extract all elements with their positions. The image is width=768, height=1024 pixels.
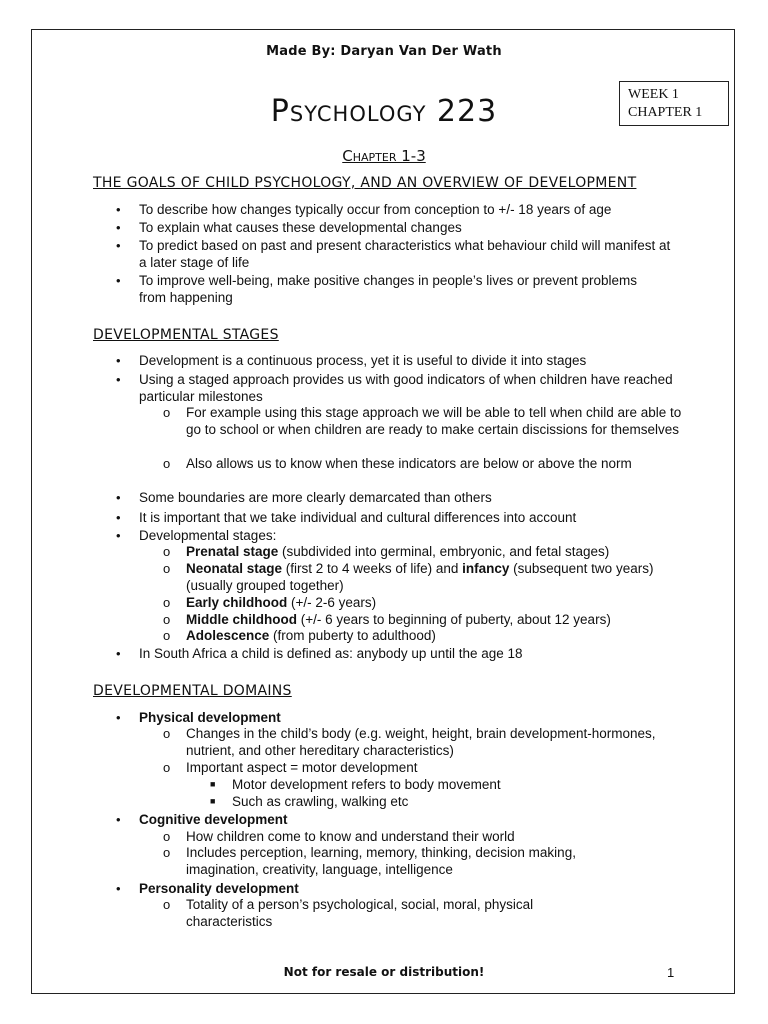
sub-list-item: o For example using this stage approach we will be able to tell when child are able to go to school or when children are ready to make certain discissions for themselves [163, 405, 682, 437]
bullet-icon: • [116, 353, 121, 368]
bullet-icon: • [116, 881, 121, 896]
circle-bullet-icon: o [163, 897, 171, 912]
bullet-icon: • [116, 238, 121, 253]
bullet-icon: • [116, 220, 121, 235]
author-credit: Made By: Daryan Van Der Wath [266, 44, 502, 59]
sub-list-item: o Includes perception, learning, memory, thinking, decision making, imagination, creativity, language, intelligence [163, 845, 576, 877]
page-title: Psychology 223 [270, 94, 498, 129]
sub-list-item: o Important aspect = motor development [163, 760, 418, 775]
list-item: • It is important that we take individual and cultural differences into account [116, 510, 577, 525]
circle-bullet-icon: o [163, 726, 171, 741]
chapter-label: CHAPTER 1 [628, 105, 703, 120]
bullet-icon: • [116, 510, 121, 525]
sub-list-item: o Neonatal stage (first 2 to 4 weeks of life) and infancy (subsequent two years) (usually grouped together) [163, 561, 654, 593]
list-item: • To explain what causes these developmental changes [116, 220, 462, 235]
list-item: • Physical development [116, 710, 281, 725]
sub-sub-list-item: ■ Motor development refers to body movement [210, 777, 501, 792]
circle-bullet-icon: o [163, 845, 171, 860]
circle-bullet-icon: o [163, 561, 171, 576]
bullet-icon: • [116, 646, 121, 661]
sub-list-item: o Adolescence (from puberty to adulthood) [163, 628, 436, 643]
list-item: • To improve well-being, make positive changes in people’s lives or prevent problems from happening [116, 273, 638, 305]
circle-bullet-icon: o [163, 595, 171, 610]
list-item: • Some boundaries are more clearly demarcated than others [116, 490, 492, 505]
square-bullet-icon: ■ [210, 796, 216, 806]
circle-bullet-icon: o [163, 829, 171, 844]
sub-list-item: o Early childhood (+/- 2-6 years) [163, 595, 377, 610]
chapter-subtitle: Chapter 1-3 [342, 147, 426, 165]
list-item: • Development is a continuous process, yet it is useful to divide it into stages [116, 353, 587, 368]
square-bullet-icon: ■ [210, 779, 216, 789]
sub-list-item: o Prenatal stage (subdivided into germinal, embryonic, and fetal stages) [163, 544, 610, 559]
sub-sub-list-item: ■ Such as crawling, walking etc [210, 794, 409, 809]
sub-list-item: o Totality of a person’s psychological, social, moral, physical characteristics [163, 897, 534, 929]
list-item: • Cognitive development [116, 812, 288, 827]
section-heading-stages: DEVELOPMENTAL STAGES [93, 327, 279, 343]
bullet-icon: • [116, 528, 121, 543]
circle-bullet-icon: o [163, 760, 171, 775]
list-item: • In South Africa a child is defined as: anybody up until the age 18 [116, 646, 523, 661]
page-number: 1 [667, 965, 675, 980]
sub-list-item: o Changes in the child’s body (e.g. weight, height, brain development-hormones, nutrient, and other hereditary characteristics) [163, 726, 656, 758]
section-heading-goals: THE GOALS OF CHILD PSYCHOLOGY, AND AN OVERVIEW OF DEVELOPMENT [93, 175, 637, 191]
list-item: • To predict based on past and present characteristics what behaviour child will manifest at a later stage of life [116, 238, 671, 270]
list-item: • Using a staged approach provides us with good indicators of when children have reached particular milestones [116, 372, 673, 404]
bullet-icon: • [116, 812, 121, 827]
sub-list-item: o How children come to know and understand their world [163, 829, 515, 844]
sub-list-item: o Middle childhood (+/- 6 years to beginning of puberty, about 12 years) [163, 612, 611, 627]
circle-bullet-icon: o [163, 628, 171, 643]
bullet-icon: • [116, 202, 121, 217]
circle-bullet-icon: o [163, 405, 171, 420]
sub-list-item: o Also allows us to know when these indicators are below or above the norm [163, 456, 632, 471]
bullet-icon: • [116, 710, 121, 725]
circle-bullet-icon: o [163, 612, 171, 627]
bullet-icon: • [116, 490, 121, 505]
circle-bullet-icon: o [163, 544, 171, 559]
bullet-icon: • [116, 372, 121, 387]
week-chapter-box [619, 81, 729, 126]
week-label: WEEK 1 [628, 87, 679, 102]
section-heading-domains: DEVELOPMENTAL DOMAINS [93, 683, 292, 699]
list-item: • To describe how changes typically occur from conception to +/- 18 years of age [116, 202, 612, 217]
list-item: • Personality development [116, 881, 299, 896]
circle-bullet-icon: o [163, 456, 171, 471]
list-item: • Developmental stages: [116, 528, 277, 543]
bullet-icon: • [116, 273, 121, 288]
footer-notice: Not for resale or distribution! [283, 965, 485, 979]
